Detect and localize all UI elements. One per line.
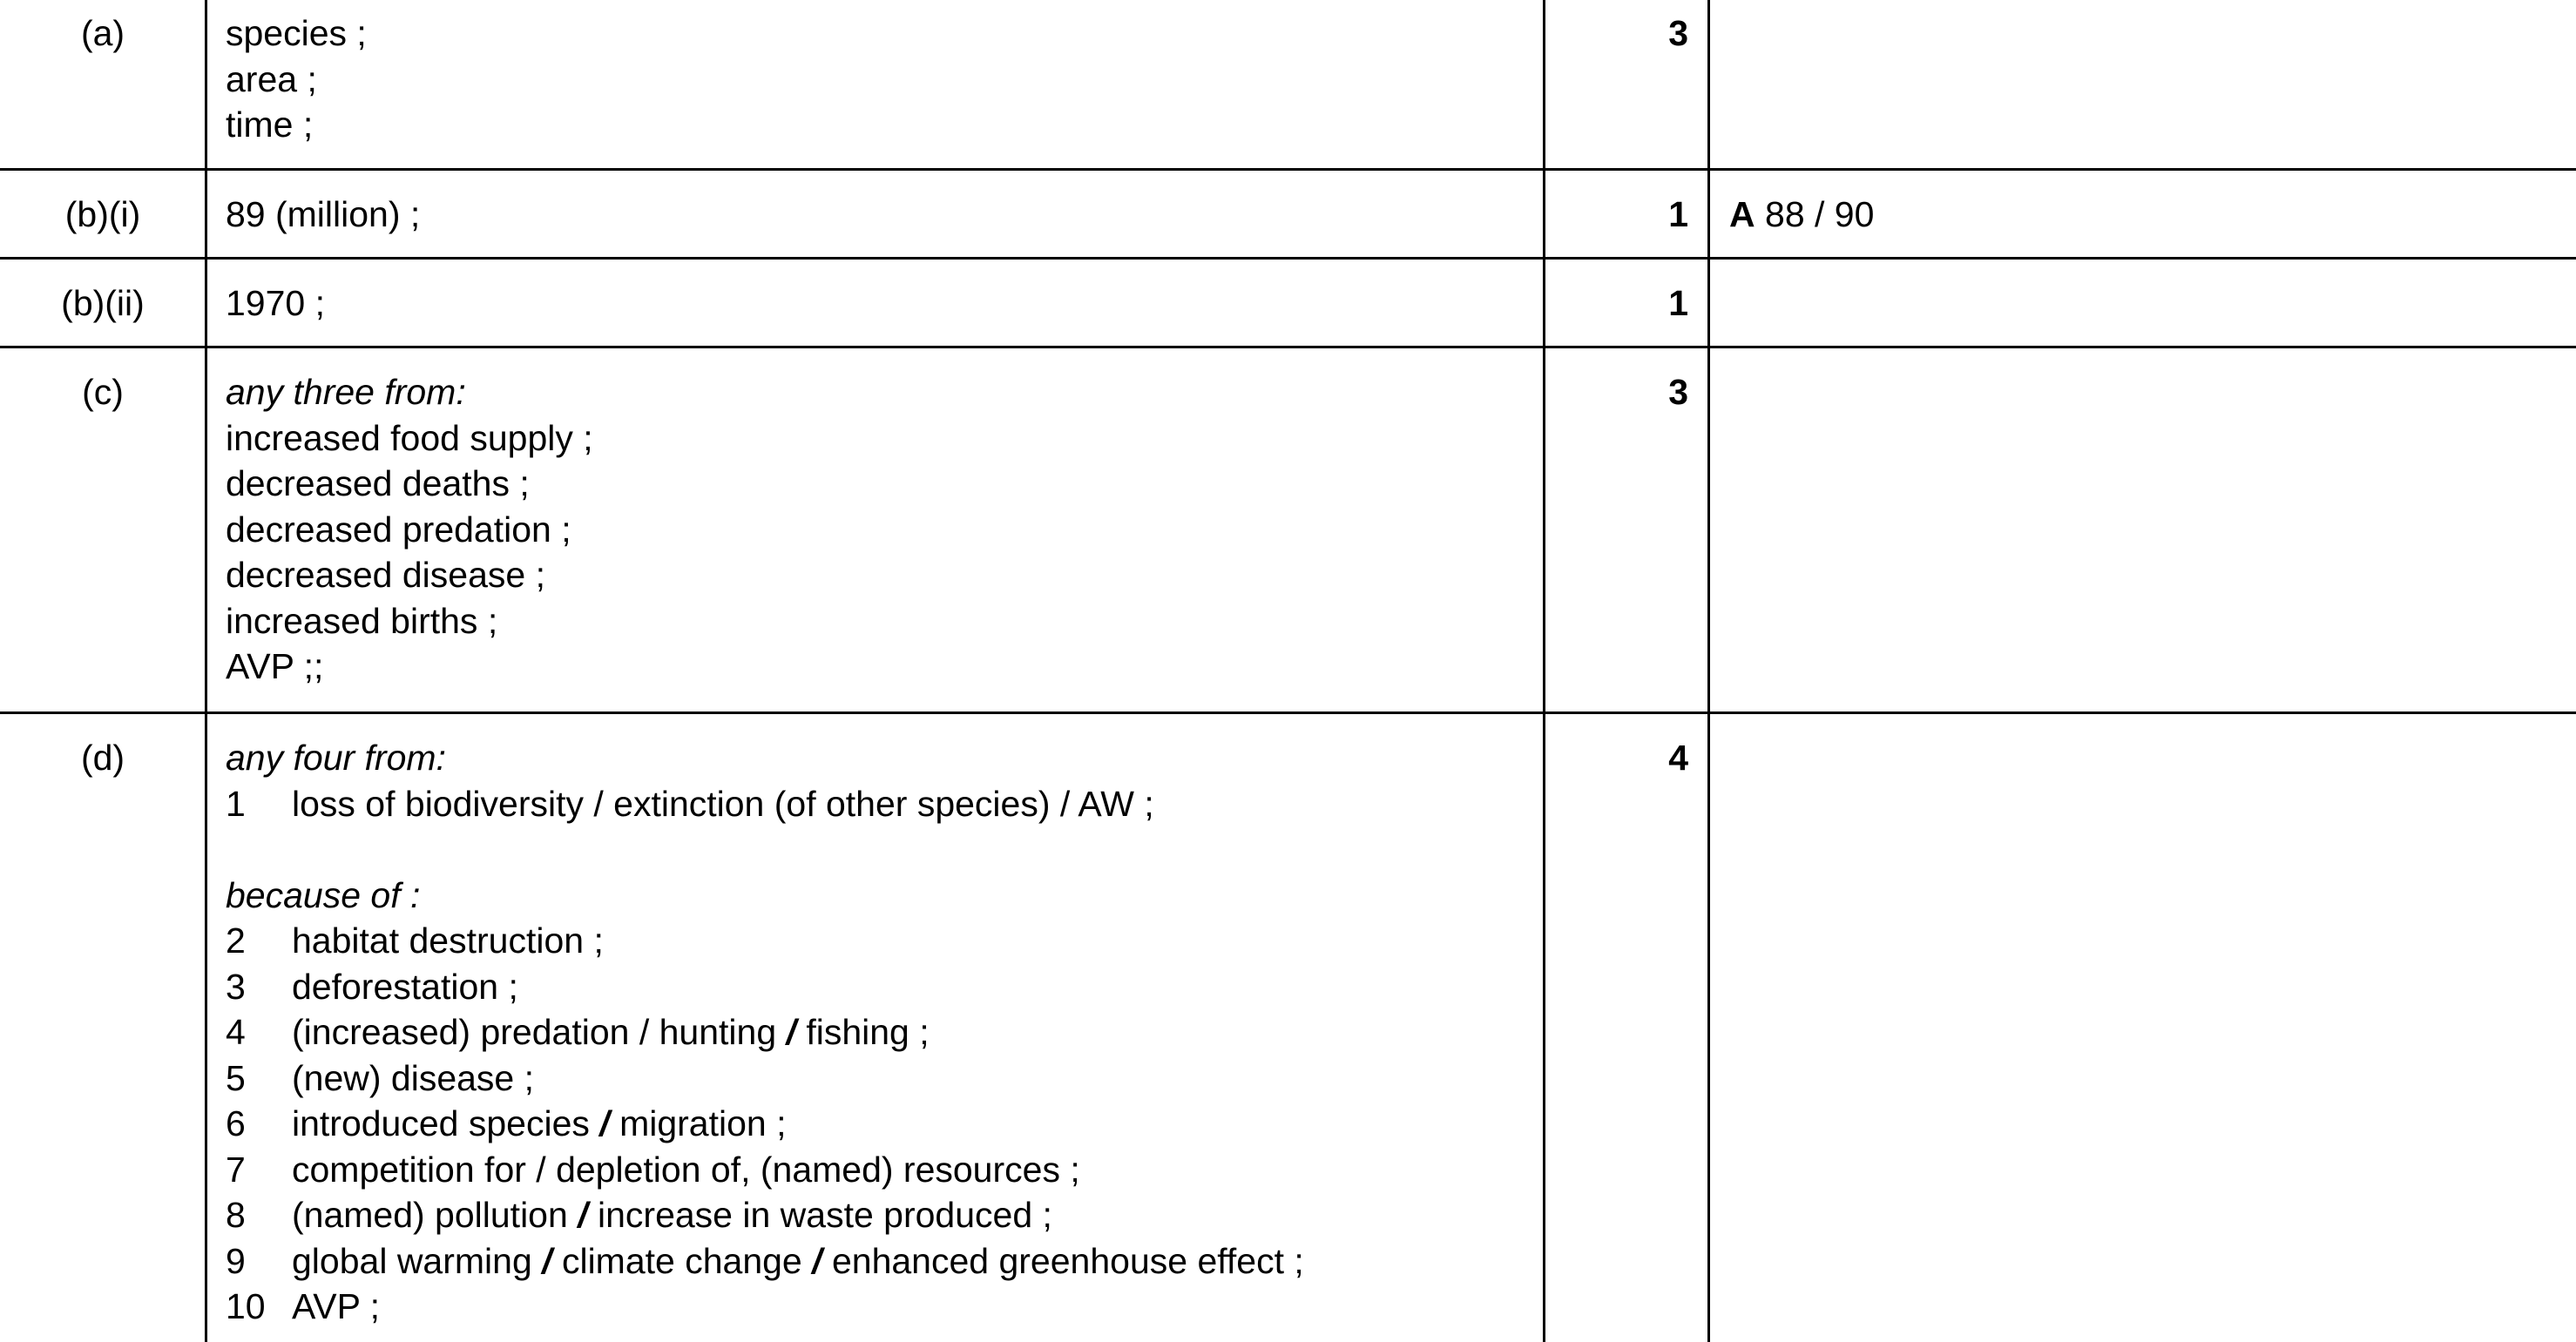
answer-line: increased births ; (226, 600, 498, 641)
numbered-point: 8 (named) pollution / increase in waste produced ; (226, 1195, 1052, 1235)
row-divider (0, 346, 2576, 348)
numbered-point: 10 AVP ; (226, 1286, 381, 1326)
numbered-point: 6 introduced species / migration ; (226, 1103, 787, 1143)
numbered-point: 2 habitat destruction ; (226, 921, 604, 961)
column-divider-marks (1707, 0, 1710, 1342)
numbered-point: 4 (increased) predation / hunting / fishing ; (226, 1012, 930, 1052)
marks-value: 1 (1668, 194, 1688, 234)
separator-slash: / (542, 1240, 552, 1281)
separator-slash: / (786, 1012, 796, 1052)
answer-line: 89 (million) ; (226, 194, 421, 234)
answer-cell (226, 192, 1532, 238)
answer-line: decreased disease ; (226, 555, 545, 595)
guidance-text: 88 / 90 (1765, 194, 1875, 234)
separator-slash: / (812, 1240, 822, 1281)
marks-value: 4 (1668, 738, 1688, 778)
answer-line: decreased predation ; (226, 509, 571, 550)
answer-line: 1970 ; (226, 283, 325, 323)
numbered-point: 9 global warming / climate change / enhanced greenhouse effect ; (226, 1240, 1304, 1281)
question-number: (a) (80, 13, 125, 53)
row-divider (0, 257, 2576, 260)
because-of-heading: because of : (226, 874, 421, 915)
answer-line: increased food supply ; (226, 417, 593, 458)
marks-value: 3 (1668, 13, 1688, 53)
answer-cell (226, 735, 1532, 1330)
question-number: (b)(i) (64, 194, 141, 234)
answer-cell (226, 369, 1532, 690)
row-divider (0, 711, 2576, 714)
answer-line: AVP ;; (226, 646, 324, 686)
answer-cell (226, 10, 1532, 148)
accept-marker: A (1729, 194, 1755, 234)
answer-line: area ; (226, 58, 317, 99)
answer-intro: any three from: (226, 372, 466, 412)
numbered-point: 5 (new) disease ; (226, 1057, 535, 1098)
question-number: (c) (82, 372, 124, 412)
answer-line: time ; (226, 105, 314, 145)
numbered-point: 7 competition for / depletion of, (named) resources ; (226, 1149, 1080, 1190)
answer-cell (226, 280, 1532, 327)
separator-slash: / (578, 1195, 588, 1235)
row-divider (0, 168, 2576, 171)
guidance-cell (1729, 192, 2557, 238)
question-number: (d) (80, 738, 125, 778)
answer-line: decreased deaths ; (226, 463, 530, 503)
question-number: (b)(ii) (61, 283, 145, 323)
answer-intro: any four from: (226, 738, 446, 778)
answer-line: species ; (226, 13, 367, 53)
marks-value: 1 (1668, 283, 1688, 323)
numbered-point: 3 deforestation ; (226, 966, 518, 1007)
marks-value: 3 (1668, 372, 1688, 412)
separator-slash: / (599, 1103, 610, 1143)
numbered-point: 1 loss of biodiversity / extinction (of other species) / AW ; (226, 783, 1154, 824)
